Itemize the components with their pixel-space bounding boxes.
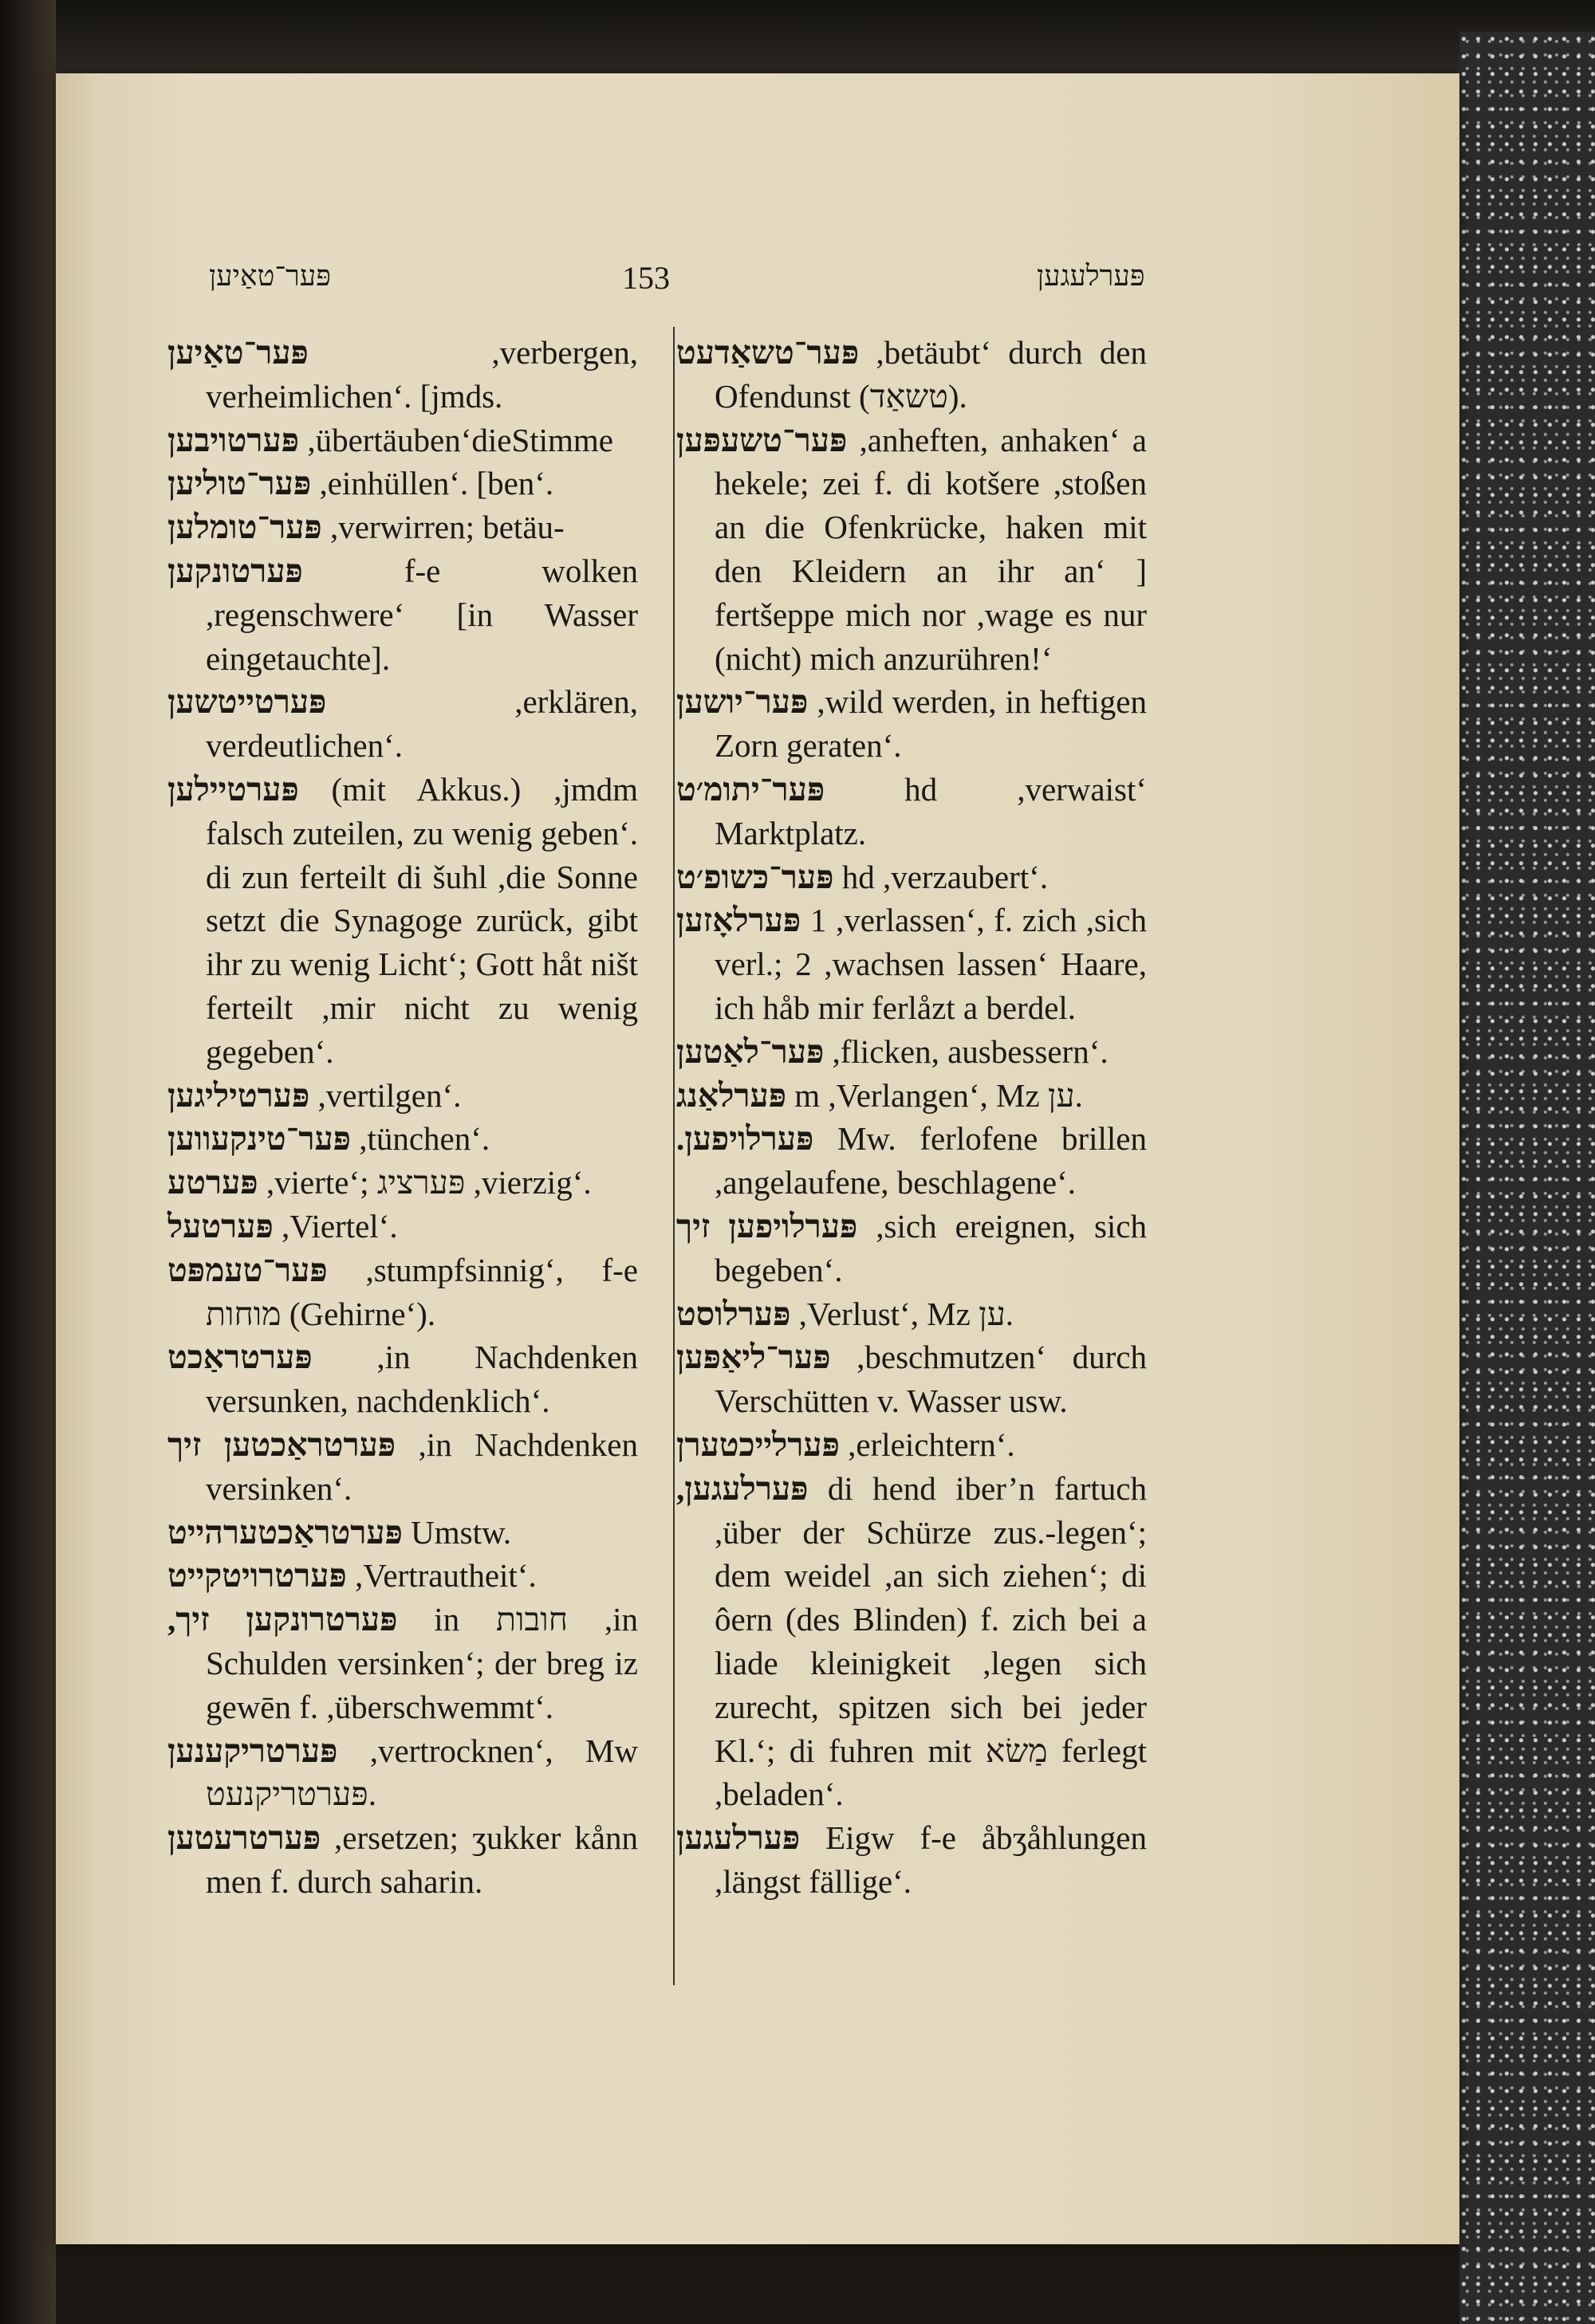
entry-definition: ,Verlust‘, Mz ען. <box>790 1295 1014 1332</box>
entry-definition: (mit Akkus.) ,jmdm falsch zuteilen, zu wenig geben‘. di zun ferteilt di šuhl ,die Sonne setzt die Synagoge zurück, gibt ihr zu wenig Licht‘; Gott håt ništ ferteilt ,mir nicht zu wenig gegeben‘. <box>206 770 638 1070</box>
entry-definition: ,flicken, ausbessern‘. <box>824 1032 1109 1070</box>
entry-headword: פּער־טשאַדעט <box>676 334 860 371</box>
entry-definition: ,stumpfsinnig‘, f-e מוחות (Gehirne‘). <box>206 1251 638 1332</box>
entry-headword: פּער־ליאַפּען <box>676 1339 831 1376</box>
entry-headword: פּערטע <box>167 1164 258 1201</box>
entry-headword: פּער־לאַטען <box>676 1032 825 1070</box>
entry-definition: ,vertilgen‘. <box>309 1076 462 1114</box>
entry-headword: פּער־כּשופ׳ט <box>676 858 834 895</box>
dictionary-entry <box>676 680 1147 768</box>
entry-definition: ,wild werden, in heftigen Zorn geraten‘. <box>715 683 1147 765</box>
dictionary-entry <box>167 331 638 419</box>
column-divider <box>673 327 675 1985</box>
entry-headword: פּערטיליגען <box>167 1076 310 1114</box>
entry-definition: ,vierte‘; פּערציג ,vierzig‘. <box>258 1164 592 1201</box>
dictionary-entry <box>676 1030 1147 1074</box>
dictionary-entry <box>676 1074 1147 1118</box>
entry-definition: Umstw. <box>402 1513 512 1551</box>
entry-headword: פּער־טעמפּט <box>167 1251 328 1288</box>
running-head-left: פּער־טאַיען <box>209 260 332 292</box>
dictionary-entry <box>167 549 638 680</box>
dictionary-entry <box>167 1423 638 1511</box>
dictionary-entry <box>676 768 1147 855</box>
entry-headword: פּער־טשעפּען <box>676 421 848 458</box>
entry-definition: m ,Verlangen‘, Mz ען. <box>786 1076 1083 1114</box>
entry-definition: ,Viertel‘. <box>273 1207 398 1245</box>
entry-headword: פּערטיילען <box>167 770 299 808</box>
entry-definition: hd ,verzaubert‘. <box>833 858 1049 895</box>
entry-definition: ,beschmutzen‘ durch Verschütten v. Wasser usw. <box>715 1339 1147 1420</box>
entry-definition: ,einhüllen‘. [ben‘. <box>311 465 554 502</box>
entry-headword: פּערלעגען <box>676 1819 801 1857</box>
dictionary-entry <box>676 1292 1147 1336</box>
entry-definition: ,sich ereignen, sich begeben‘. <box>715 1207 1147 1288</box>
entry-headword: פּער־טינקעווען <box>167 1120 351 1158</box>
entry-headword: פּערלויפען. <box>676 1120 814 1158</box>
entry-definition: ,anheften, anhaken‘ a hekele; zei f. di kotšere ,stoßen an die Ofenkrücke, haken mit den Kleidern an ihr an‘ ] fertšeppe mich nor ,wage es nur (nicht) mich anzurühren!‘ <box>715 421 1147 677</box>
dictionary-entry <box>167 1729 638 1817</box>
dictionary-entry <box>167 1511 638 1555</box>
entry-definition: ,erklären, verdeutlichen‘. <box>206 683 638 765</box>
entry-definition: ,Vertrautheit‘. <box>346 1557 537 1595</box>
entry-headword: פּער־טוליען <box>167 465 312 502</box>
entry-definition: Mw. ferlofene brillen ,angelaufene, beschlagene‘. <box>715 1120 1147 1201</box>
dictionary-entry <box>167 1074 638 1118</box>
book-spine <box>0 0 56 2324</box>
dictionary-entry <box>167 462 638 505</box>
dictionary-entry <box>676 1423 1147 1467</box>
entry-definition: ,erleichtern‘. <box>839 1425 1015 1463</box>
dictionary-entry <box>167 1554 638 1598</box>
dictionary-entry <box>676 1205 1147 1292</box>
entry-definition: ,vertrocknen‘, Mw פּערטריקנעט. <box>206 1732 638 1813</box>
dictionary-entry <box>167 1335 638 1423</box>
dictionary-entry <box>167 1205 638 1249</box>
entry-definition: Eigw f-e åbʒåhlungen ,längst fällige‘. <box>715 1819 1147 1900</box>
entry-headword: פּערטראַכטערהייט <box>167 1513 403 1551</box>
entry-headword: פּערטייטשען <box>167 683 327 721</box>
running-head-right: פּערלעגען <box>1037 260 1145 292</box>
entry-headword: פּערטראַכטען זיך <box>167 1425 396 1463</box>
page-number: 153 <box>622 260 670 296</box>
entry-headword: פּערטעל <box>167 1207 274 1245</box>
dictionary-entry <box>676 855 1147 899</box>
book-cover-edge <box>1459 32 1595 2324</box>
dictionary-entry <box>676 331 1147 419</box>
entry-definition: ,betäubt‘ durch den Ofendunst (טשאַד). <box>715 334 1147 415</box>
dictionary-entry <box>167 419 638 462</box>
dictionary-entry <box>167 1249 638 1336</box>
entry-definition: in חובות ,in Schulden versinken‘; der breg iz gewēn f. ,überschwemmt‘. <box>206 1601 638 1725</box>
entry-definition: ,verbergen, verheimlichen‘. [jmds. <box>206 334 638 415</box>
entry-headword: פּערטרעטען <box>167 1819 321 1857</box>
entry-headword: פּערטריקענען <box>167 1732 338 1769</box>
dictionary-entry <box>676 1816 1147 1904</box>
dictionary-entry <box>676 1117 1147 1205</box>
entry-headword: פּער־יושען <box>676 683 809 721</box>
entry-definition: f-e wolken ,regenschwere‘ [in Wasser eingetauchte]. <box>206 552 638 677</box>
entry-headword: פּערטויבען <box>167 421 300 458</box>
entry-headword: פּערטרויטקייט <box>167 1557 347 1595</box>
entry-headword: פּערטראַכט <box>167 1339 313 1376</box>
dictionary-entry <box>676 1335 1147 1423</box>
book-cover-top <box>56 0 1595 73</box>
entry-definition: di hend iber’n fartuch ,über der Schürze zus.-legen‘; dem weidel ,an sich ziehen‘; di ôern (des Blinden) f. zich bei a liade kleinigkeit ,legen sich zurecht, spitzen sich bei jeder Kl.‘; di fuhren mit מַשׂא ferlegt ,beladen‘. <box>715 1469 1148 1813</box>
entry-definition: hd ,verwaist‘ Marktplatz. <box>715 770 1147 851</box>
dictionary-entry <box>676 1467 1147 1816</box>
entry-headword: פּער־יתומ׳ט <box>676 770 825 808</box>
dictionary-entry <box>167 1161 638 1205</box>
entry-headword: פּערלייכטערן <box>676 1425 840 1463</box>
dictionary-entry <box>167 505 638 549</box>
entry-definition: ,übertäuben‘dieStimme <box>299 421 614 458</box>
entry-headword: פּערטרונקען זיך, <box>167 1601 398 1638</box>
dictionary-entry <box>167 1117 638 1161</box>
entry-headword: פּער־טומלען <box>167 509 322 546</box>
entry-definition: 1 ,verlassen‘, f. zich ,sich verl.; 2 ,wachsen lassen‘ Haare, ich håb mir ferlåzt a berdel. <box>715 902 1147 1026</box>
right-column <box>676 331 1147 1904</box>
entry-definition: ,tünchen‘. <box>350 1120 490 1158</box>
entry-headword: פּער־טאַיען <box>167 334 309 371</box>
dictionary-entry <box>167 1816 638 1904</box>
dictionary-entry <box>676 899 1147 1029</box>
dictionary-entry <box>167 768 638 1074</box>
dictionary-entry <box>167 680 638 768</box>
entry-definition: ,ersetzen; ʒukker kånn men f. durch saharin. <box>206 1819 638 1900</box>
entry-definition: ,verwirren; betäu- <box>321 509 565 546</box>
dictionary-entry <box>167 1598 638 1728</box>
entry-headword: פּערלאָזען <box>676 902 801 939</box>
entry-definition: ,in Nachdenken versunken, nachdenklich‘. <box>206 1339 638 1420</box>
entry-headword: פּערלוסט <box>676 1295 791 1332</box>
entry-headword: פּערלויפען זיך <box>676 1207 858 1245</box>
entry-headword: פּערלאַנג <box>676 1076 787 1114</box>
entry-headword: פּערלעגען, <box>676 1469 809 1507</box>
dictionary-entry <box>676 419 1147 681</box>
entry-definition: ,in Nachdenken versinken‘. <box>206 1425 638 1507</box>
entry-headword: פּערטונקען <box>167 552 303 589</box>
left-column <box>167 331 638 1904</box>
